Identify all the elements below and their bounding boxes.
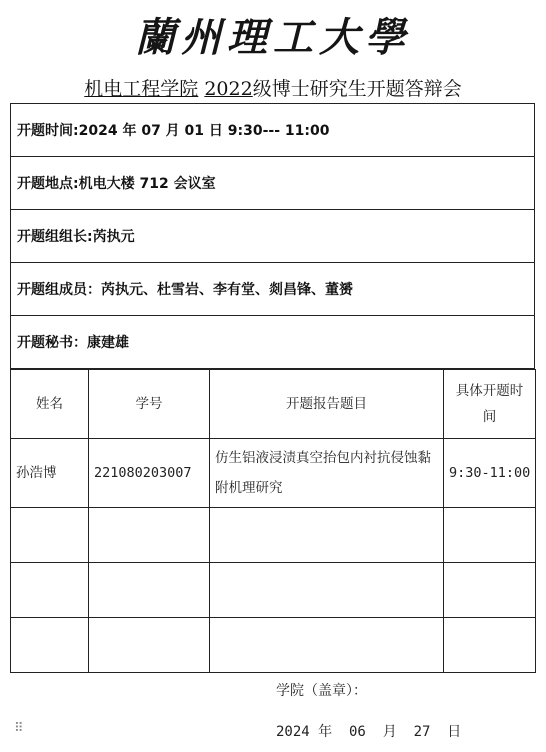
info-row-members (11, 263, 535, 316)
empty-cell[interactable] (89, 618, 210, 673)
header-time[interactable]: 具体开题时间 (444, 370, 536, 439)
cell-topic[interactable]: 仿生铝液浸渍真空抬包内衬抗侵蚀黏附机理研究 (210, 439, 444, 508)
university-logo: 蘭州理工大學 (135, 14, 411, 61)
info-value: 康建雄 (87, 335, 129, 351)
cell-time[interactable]: 9:30-11:00 (444, 439, 536, 508)
info-value: 机电大楼 712 会议室 (78, 176, 216, 192)
info-row-leader (11, 210, 535, 263)
signature-date: 2024 年 06 月 27 日 (276, 724, 462, 740)
schedule-table (10, 369, 536, 673)
info-value: 芮执元 (92, 229, 135, 245)
empty-cell[interactable] (210, 618, 444, 673)
info-table (10, 103, 535, 369)
info-value: 2024 年 07 月 01 日 9:30--- 11:00 (78, 123, 330, 139)
empty-cell[interactable] (444, 563, 536, 618)
title-year: 2022 (204, 78, 253, 100)
info-cell-location[interactable] (11, 157, 535, 210)
empty-cell[interactable] (89, 563, 210, 618)
cell-student-id[interactable]: 221080203007 (89, 439, 210, 508)
empty-cell[interactable] (89, 508, 210, 563)
info-label: 开题秘书： (17, 335, 87, 351)
page-title (0, 74, 546, 101)
cell-name[interactable]: 孙浩博 (11, 439, 89, 508)
header-student-id[interactable]: 学号 (89, 370, 210, 439)
info-label: 开题组组长: (17, 229, 93, 245)
empty-cell[interactable] (210, 508, 444, 563)
empty-cell[interactable] (11, 508, 89, 563)
info-value: 芮执元、杜雪岩、李有堂、剡昌锋、董赟 (101, 282, 353, 298)
info-cell-secretary[interactable] (11, 316, 535, 369)
info-cell-leader[interactable] (11, 210, 535, 263)
empty-cell[interactable] (210, 563, 444, 618)
info-row-secretary (11, 316, 535, 369)
info-cell-members[interactable] (11, 263, 535, 316)
info-row-location (11, 157, 535, 210)
title-college: 机电工程学院 (84, 78, 199, 100)
info-label: 开题组成员： (17, 282, 101, 298)
title-suffix: 级博士研究生开题答辩会 (252, 78, 462, 100)
table-row-empty (11, 508, 536, 563)
info-label: 开题时间: (17, 123, 79, 139)
empty-cell[interactable] (11, 618, 89, 673)
info-cell-time[interactable] (11, 104, 535, 157)
header-name[interactable]: 姓名 (11, 370, 89, 439)
empty-cell[interactable] (11, 563, 89, 618)
header-topic[interactable]: 开题报告题目 (210, 370, 444, 439)
college-stamp-label: 学院（盖章）： (276, 683, 367, 699)
empty-cell[interactable] (444, 618, 536, 673)
empty-cell[interactable] (444, 508, 536, 563)
table-header-row (11, 370, 536, 439)
info-row-time (11, 104, 535, 157)
drag-handle-icon[interactable]: ⠿ (14, 721, 22, 736)
table-row-empty (11, 563, 536, 618)
table-row (11, 439, 536, 508)
table-row-empty (11, 618, 536, 673)
info-label: 开题地点: (17, 176, 79, 192)
